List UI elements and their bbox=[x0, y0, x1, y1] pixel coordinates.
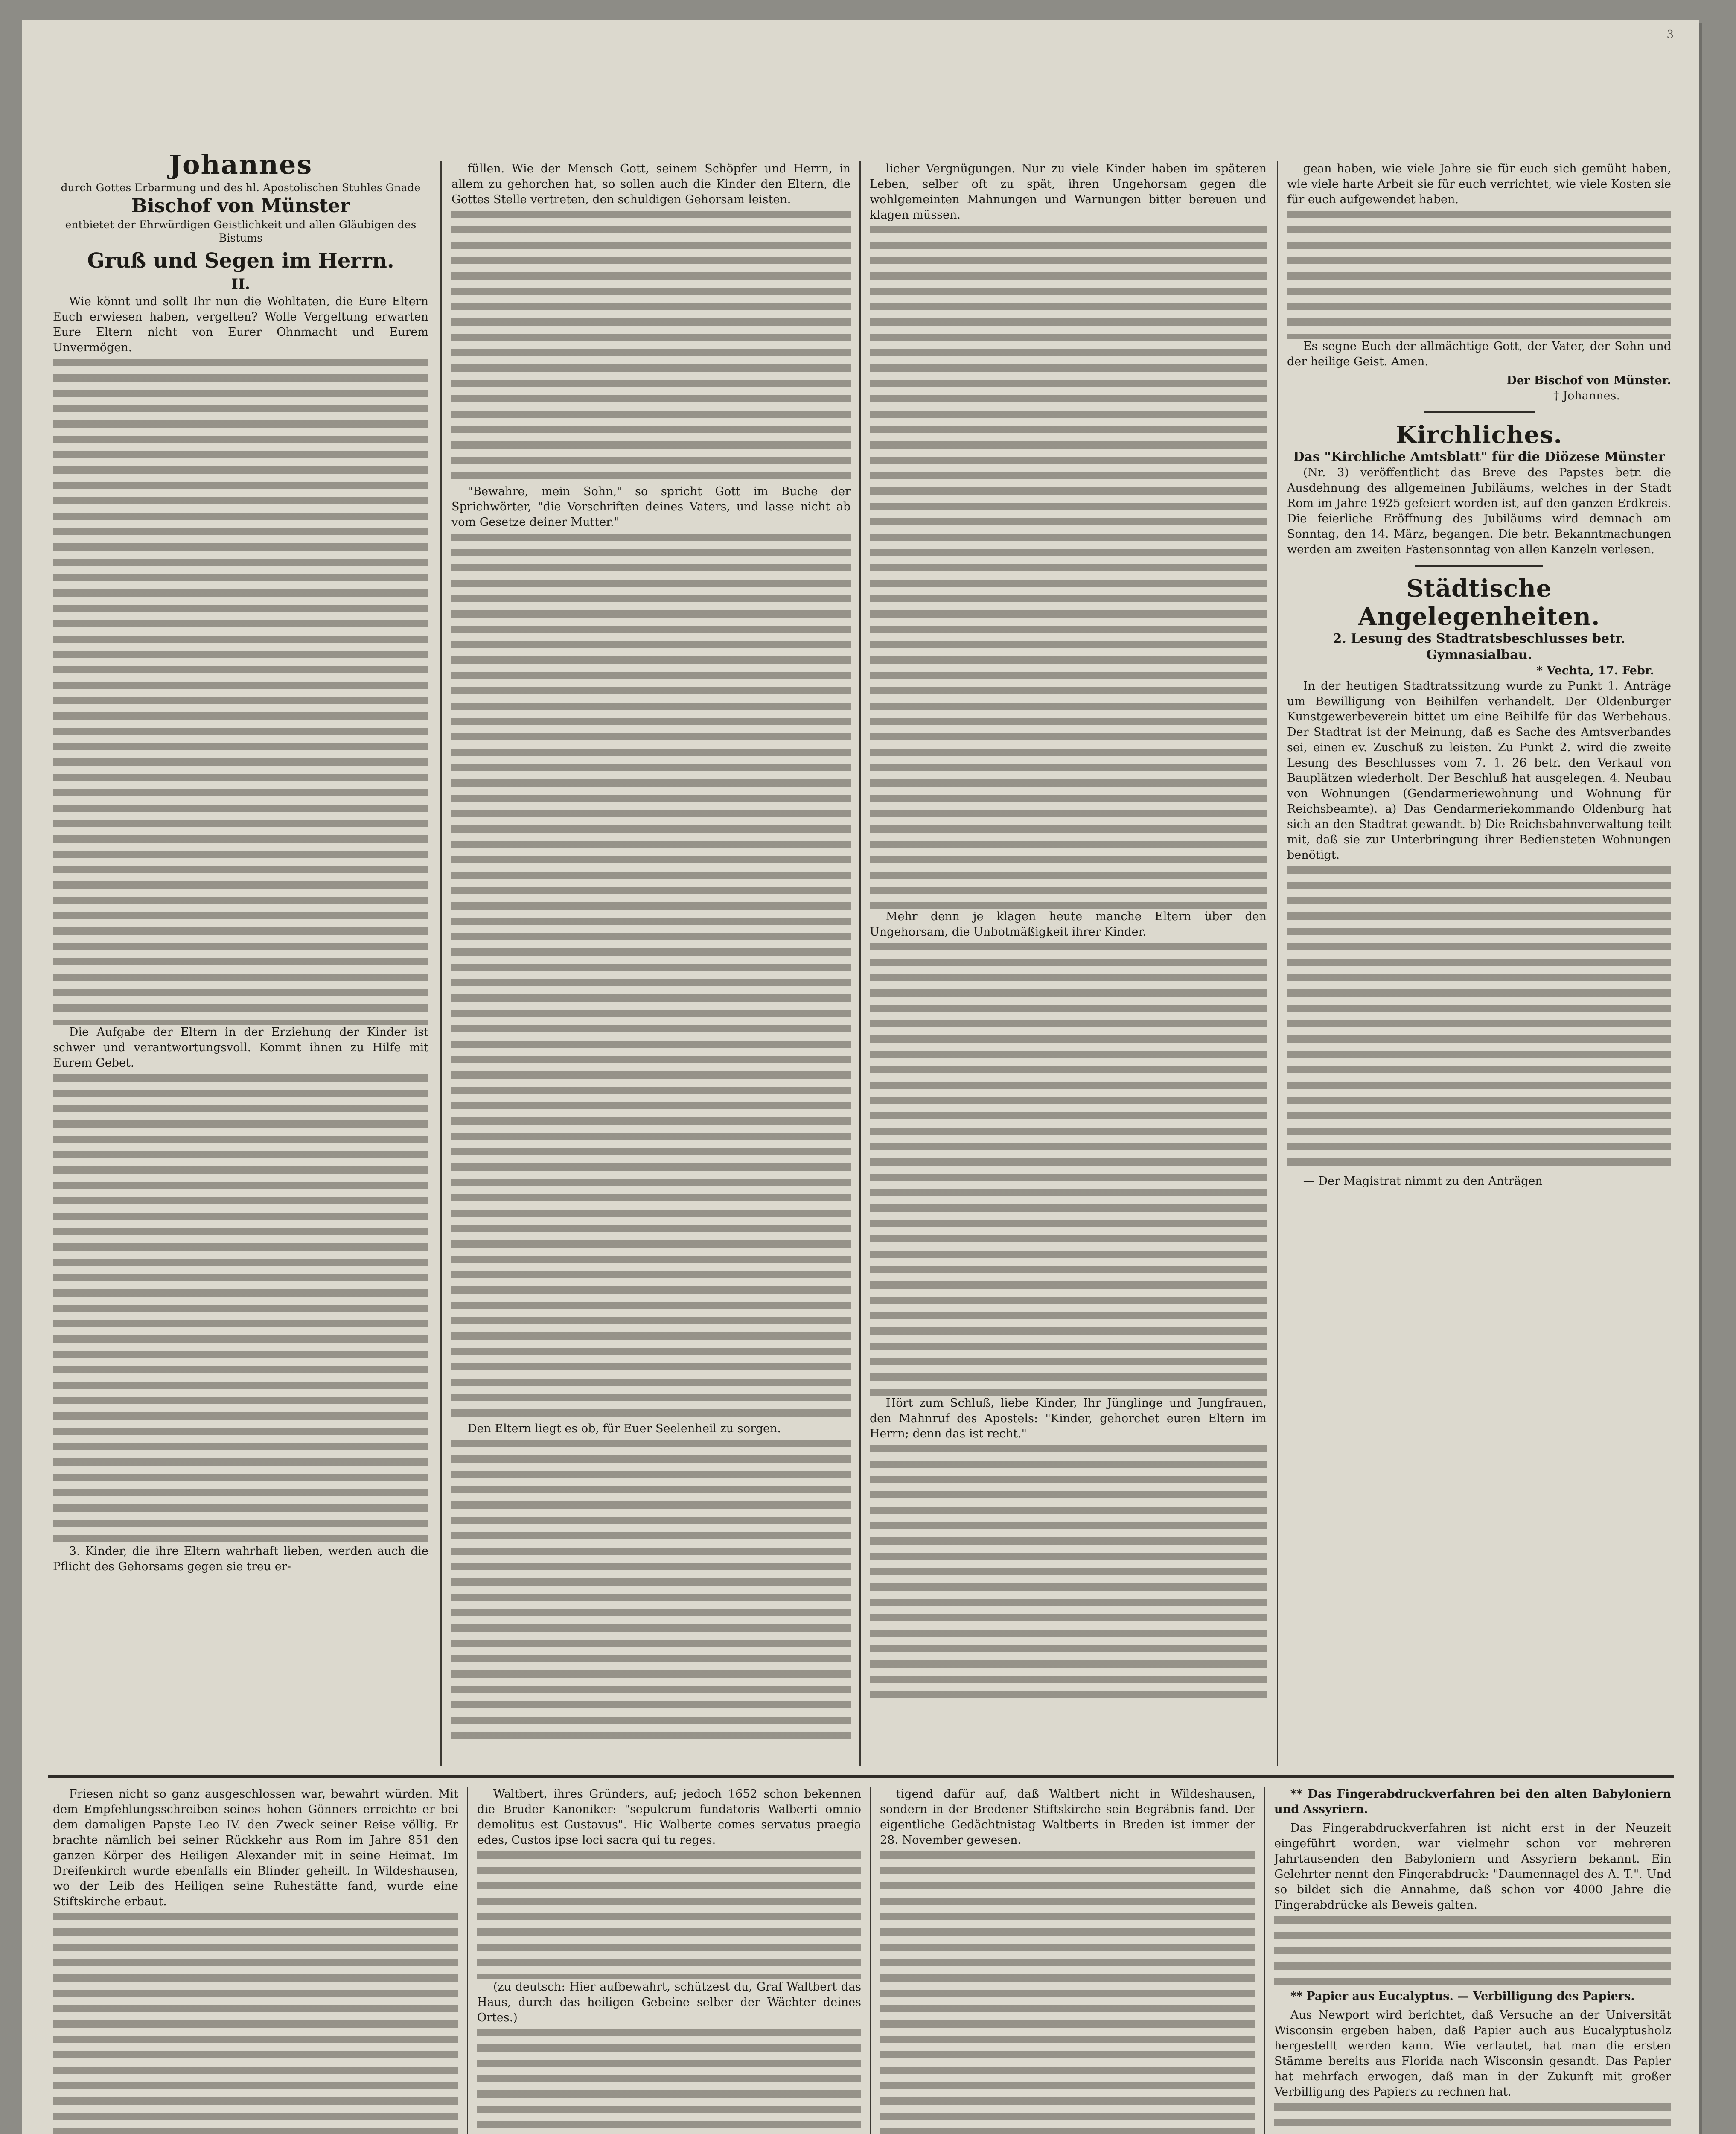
column-1 bbox=[53, 149, 428, 1766]
illegible-text-block bbox=[1287, 866, 1671, 1174]
illegible-text-block bbox=[53, 359, 428, 1025]
paragraph: Die Aufgabe der Eltern in der Erziehung der Kinder ist schwer und verantwortungsvoll. Kommt ihnen zu Hilfe mit Eurem Gebet. bbox=[53, 1026, 428, 1070]
staedtische-heading: Städtische Angelegenheiten. bbox=[1358, 574, 1600, 631]
illegible-text-block bbox=[870, 1445, 1267, 1701]
paragraph: (Nr. 3) veröffentlicht das Breve des Papstes betr. die Ausdehnung des allgemeinen Jubiläums, welches in der Stadt Rom im Jahre 1925 gefeiert worden ist, auf den ganzen Erdkreis. Die feierliche Eröffnung des Jubiläums wird demnach am Sonntag, den 14. März, begangen. Die betr. Bekanntmachungen werden am zweiten Fastensonntag von allen Kanzeln verlesen. bbox=[1287, 466, 1671, 556]
illegible-text-block bbox=[477, 2029, 861, 2134]
news-item-heading: ** Das Fingerabdruckverfahren bei den alten Babyloniern und Assyriern. bbox=[1274, 1787, 1671, 1816]
illegible-text-block bbox=[53, 1913, 458, 2134]
paragraph: Das Fingerabdruckverfahren ist nicht erst in der Neuzeit eingeführt worden, war vielmehr schon vor mehreren Jahrtausenden den Babyloniern und Assyriern bekannt. Ein Gelehrter nennt den Fingerabdruck: "Daumennagel des A. T.". Und so bildet sich die Annahme, daß schon vor 4000 Jahre die Fingerabdrücke als Beweis galten. bbox=[1274, 1822, 1671, 1912]
paragraph: Hört zum Schluß, liebe Kinder, Ihr Jünglinge und Jungfrauen, den Mahnruf des Apostels: "Kinder, gehorchet euren Eltern im Herrn; denn das ist recht." bbox=[870, 1396, 1267, 1440]
paragraph: Mehr denn je klagen heute manche Eltern über den Ungehorsam, die Unbotmäßigkeit ihrer Kinder. bbox=[870, 910, 1267, 939]
divider bbox=[1415, 565, 1543, 567]
column-rule bbox=[440, 161, 442, 1766]
illegible-text-block bbox=[1287, 211, 1671, 339]
section-number: II. bbox=[231, 276, 250, 293]
illegible-text-block bbox=[880, 1851, 1255, 2134]
bishop-heading: Bischof von Münster bbox=[131, 195, 350, 217]
paragraph: Den Eltern liegt es ob, für Euer Seelenheil zu sorgen. bbox=[467, 1422, 781, 1435]
paragraph: Waltbert, ihres Gründers, auf; jedoch 1652 schon bekennen die Bruder Kanoniker: "sepulcrum fundatoris Walberti omnio demolitus est Gustavus". Hic Walberte comes servatus praegia edes, Custos ipse loci sacra qui tu reges. bbox=[477, 1787, 861, 1847]
pastoral-letter-title: Johannes bbox=[169, 149, 313, 180]
paragraph: füllen. Wie der Mensch Gott, seinem Schöpfer und Herrn, in allem zu gehorchen hat, so sollen auch die Kinder den Eltern, die Gottes Stelle vertreten, den schuldigen Gehorsam leisten. bbox=[451, 162, 851, 206]
kirchliches-subheading: Das "Kirchliche Amtsblatt" für die Diözese Münster bbox=[1293, 449, 1665, 464]
quotation: "Bewahre, mein Sohn," so spricht Gott im Buche der Sprichwörter, "die Vorschriften deines Vaters, und lasse nicht ab vom Gesetze deiner Mutter." bbox=[451, 485, 851, 529]
pastoral-letter-subtitle: durch Gottes Erbarmung und des hl. Apostolischen Stuhles Gnade bbox=[61, 181, 421, 194]
illegible-text-block bbox=[451, 1440, 851, 1739]
paragraph: — Der Magistrat nimmt zu den Anträgen bbox=[1303, 1175, 1543, 1188]
paragraph: gean haben, wie viele Jahre sie für euch sich gemüht haben, wie viele harte Arbeit sie für euch verrichtet, wie viele Kosten sie für euch aufgewendet haben. bbox=[1287, 162, 1671, 206]
illegible-text-block bbox=[451, 211, 851, 484]
column-rule bbox=[1264, 1787, 1265, 2134]
column-2 bbox=[451, 161, 851, 1766]
news-item-heading: ** Papier aus Eucalyptus. — Verbilligung des Papiers. bbox=[1290, 1990, 1635, 2003]
paragraph: Friesen nicht so ganz ausgeschlossen war, bewahrt würden. Mit dem Empfehlungsschreiben seines hohen Gönners erreichte er bei dem damaligen Papste Leo IV. den Zweck seiner Reise völlig. Er brachte nämlich bei seiner Rückkehr aus Rom im Jahre 851 den ganzen Körper des Heiligen Alexander mit in seine Heimat. Im Dreifenkirch wurde ebenfalls ein Blinder geheilt. In Wildeshausen, wo der Leib des Heiligen seine Ruhestätte fand, wurde eine Stiftskirche erbaut. bbox=[53, 1787, 458, 1908]
dedication-line: entbietet der Ehrwürdigen Geistlichkeit und allen Gläubigen des Bistums bbox=[65, 219, 417, 244]
column-rule bbox=[859, 161, 861, 1766]
paragraph: Wie könnt und sollt Ihr nun die Wohltaten, die Eure Eltern Euch erwiesen haben, vergelten? Wolle Vergeltung erwarten Eure Eltern nicht von Eurer Ohnmacht und Eurem Unvermögen. bbox=[53, 295, 428, 354]
lower-column-3 bbox=[880, 1787, 1255, 2134]
paragraph: In der heutigen Stadtratssitzung wurde zu Punkt 1. Anträge um Bewilligung von Beihilfen verhandelt. Der Oldenburger Kunstgewerbeverein bittet um eine Beihilfe für das Werbehaus. Der Stadtrat ist der Meinung, daß es Sache des Amtsverbandes sei, einen ev. Zuschuß zu leisten. Zu Punkt 2. wird die zweite Lesung des Beschlusses vom 7. 1. 26 betr. den Verkauf von Bauplätzen wiederholt. Der Beschluß hat ausgelegen. 4. Neubau von Wohnungen (Gendarmeriewohnung und Wohnung für Reichsbeamte). a) Das Gendarmeriekommando Oldenburg hat sich an den Stadtrat gewandt. b) Die Reichsbahnverwaltung teilt mit, daß sie zur Unterbringung ihrer Bediensteten Wohnungen benötigt. bbox=[1287, 679, 1671, 862]
translation: (zu deutsch: Hier aufbewahrt, schützest du, Graf Waltbert das Haus, durch das heiligen Gebeine selber der Wächter deines Ortes.) bbox=[477, 1980, 861, 2024]
illegible-text-block bbox=[477, 1851, 861, 1979]
signature-title: Der Bischof von Münster. bbox=[1506, 374, 1671, 387]
column-rule bbox=[1277, 161, 1278, 1766]
dateline: * Vechta, 17. Febr. bbox=[1536, 664, 1654, 677]
divider bbox=[1424, 411, 1535, 413]
illegible-text-block bbox=[451, 534, 851, 1421]
page-number: 3 bbox=[1666, 28, 1674, 41]
blessing: Es segne Euch der allmächtige Gott, der Vater, der Sohn und der heilige Geist. Amen. bbox=[1287, 340, 1671, 368]
lower-column-2 bbox=[477, 1787, 861, 2134]
illegible-text-block bbox=[1274, 2103, 1671, 2134]
illegible-text-block bbox=[1274, 1916, 1671, 1989]
paragraph: tigend dafür auf, daß Waltbert nicht in Wildeshausen, sondern in der Bredener Stiftskirche sein Begräbnis fand. Der eigentliche Gedächtnistag Waltberts in Breden ist immer der 28. November gewesen. bbox=[880, 1787, 1255, 1847]
illegible-text-block bbox=[870, 226, 1267, 909]
column-rule bbox=[870, 1787, 871, 2134]
paragraph: licher Vergnügungen. Nur zu viele Kinder haben im späteren Leben, selber oft zu spät, ihren Ungehorsam gegen die wohlgemeinten Mahnungen und Warnungen bitter bereuen und klagen müssen. bbox=[870, 162, 1267, 222]
paragraph: Aus Newport wird berichtet, daß Versuche an der Universität Wisconsin ergeben haben, daß Papier auch aus Eucalyptusholz hergestellt werden kann. Wie verlautet, hat man die ersten Stämme bereits aus Florida nach Wisconsin gesandt. Das Papier hat mehrfach erwogen, daß man in der Zukunft mit großer Verbilligung des Papiers zu rechnen hat. bbox=[1274, 2009, 1671, 2099]
lower-column-4 bbox=[1274, 1787, 1671, 2134]
staedtische-subheading: 2. Lesung des Stadtratsbeschlusses betr. Gymnasialbau. bbox=[1333, 631, 1625, 662]
kirchliches-heading: Kirchliches. bbox=[1395, 421, 1563, 449]
newspaper-page bbox=[22, 20, 1699, 2134]
signature-name: † Johannes. bbox=[1553, 389, 1620, 402]
column-rule bbox=[467, 1787, 468, 2134]
lower-column-1 bbox=[53, 1787, 458, 2134]
greeting-heading: Gruß und Segen im Herrn. bbox=[87, 249, 394, 273]
illegible-text-block bbox=[870, 943, 1267, 1396]
paragraph: 3. Kinder, die ihre Eltern wahrhaft lieben, werden auch die Pflicht des Gehorsams gegen sie treu er- bbox=[53, 1545, 428, 1573]
column-3 bbox=[870, 161, 1267, 1766]
column-4 bbox=[1287, 161, 1671, 1766]
illegible-text-block bbox=[53, 1074, 428, 1544]
section-separator bbox=[48, 1775, 1674, 1778]
